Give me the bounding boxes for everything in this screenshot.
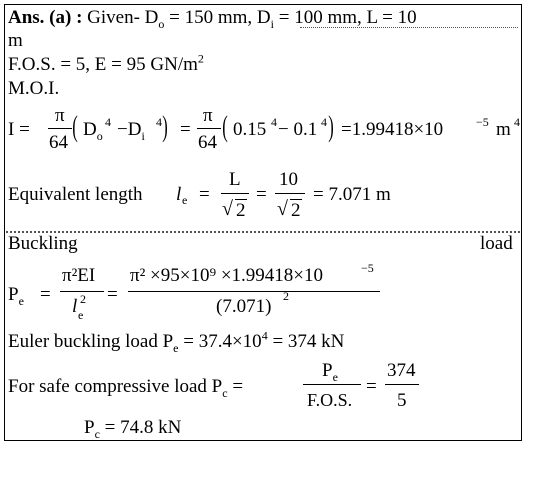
- header-line: Ans. (a) : Given- $D_o = 150$ mm, $D_i = 100$ mm, L = 10: [8, 7, 417, 31]
- paren-close-2: ): [328, 110, 334, 143]
- safe-frac2-bar: [385, 384, 419, 385]
- paren-open: (: [72, 110, 78, 143]
- buckling-label: Buckling: [8, 233, 78, 254]
- paren-close: ): [162, 110, 168, 143]
- sqrt-icon: √: [222, 198, 233, 220]
- paren-open-2: (: [222, 110, 228, 143]
- pe-frac2-bar: [128, 291, 380, 292]
- equiv-frac1-bar: [221, 193, 249, 194]
- moi-frac1-bar: [48, 128, 72, 129]
- moi-frac2-bar: [197, 128, 221, 129]
- sqrt-icon-2: √: [277, 198, 288, 220]
- answer-label: Ans. (a) :: [8, 7, 83, 28]
- moi-label: M.O.I.: [8, 78, 60, 99]
- equiv-frac2-bar: [275, 193, 305, 194]
- load-label: load: [480, 233, 513, 254]
- header-wrap: m: [8, 30, 23, 51]
- final-result: $P_c = 74.8$ kN: [84, 417, 182, 441]
- safe-frac1-bar: [303, 384, 361, 385]
- euler-line: Euler buckling load $P_e = 37.4\times 10^4 = 374$ kN: [8, 328, 345, 355]
- fos-line: F.O.S. = 5, E = 95 $GN/m^2$: [8, 51, 204, 75]
- section-divider: [6, 231, 520, 233]
